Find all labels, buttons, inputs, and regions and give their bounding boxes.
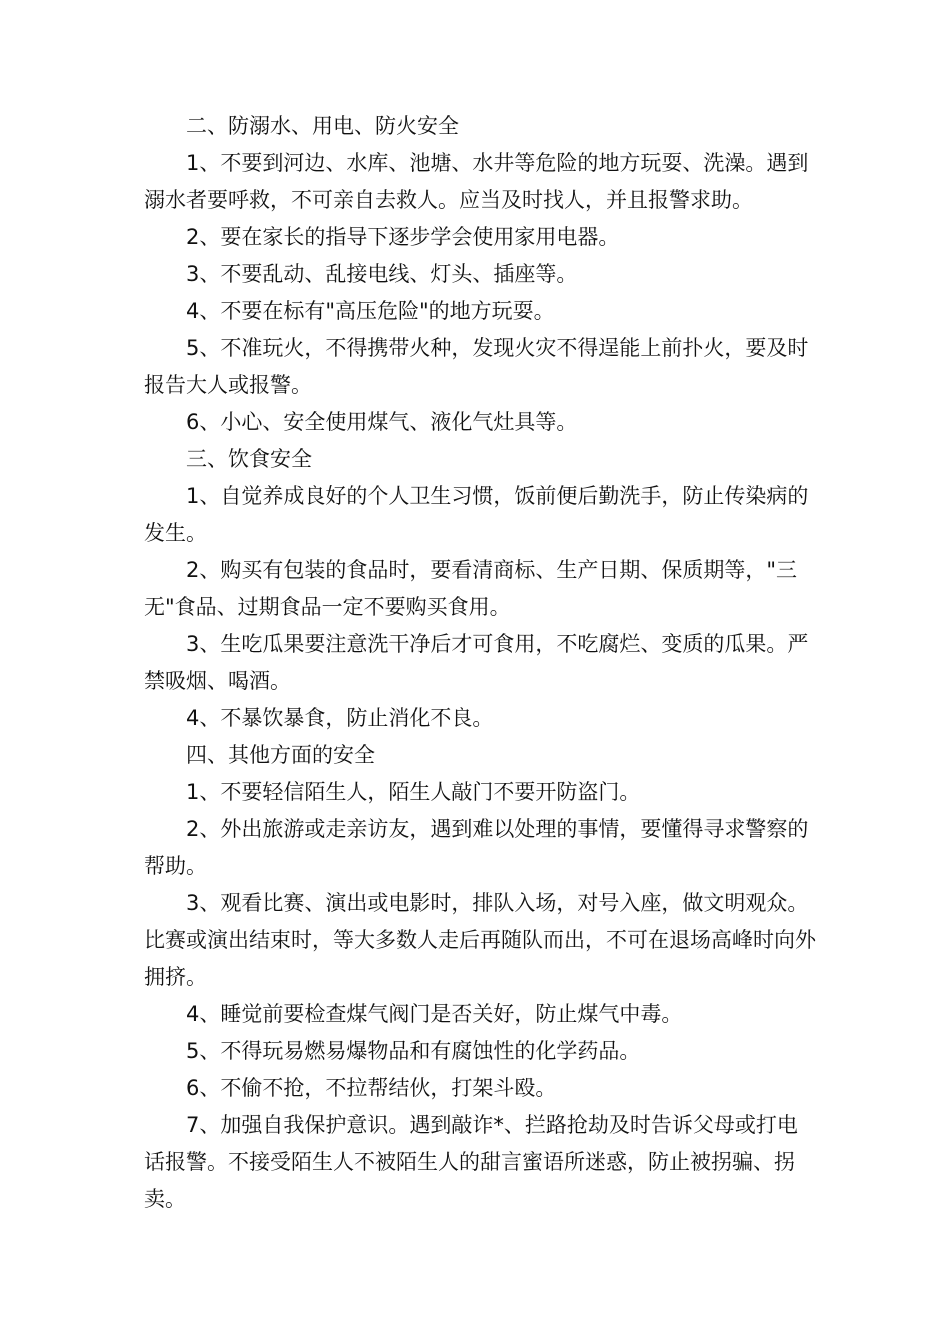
paragraph-item: 2、要在家长的指导下逐步学会使用家用电器。 [186, 225, 620, 249]
section-heading-food-safety: 三、饮食安全 [186, 447, 312, 471]
section-heading-other-safety: 四、其他方面的安全 [186, 743, 375, 767]
paragraph-item: 1、不要轻信陌生人，陌生人敲门不要开防盗门。 [186, 780, 641, 804]
paragraph-item: 4、不暴饮暴食，防止消化不良。 [186, 706, 494, 730]
paragraph-item: 1、不要到河边、水库、池塘、水井等危险的地方玩耍、洗澡。遇到溺水者要呼救，不可亲自去救人。应当及时找人，并且报警求助。 [144, 151, 809, 212]
paragraph-item: 3、不要乱动、乱接电线、灯头、插座等。 [186, 262, 578, 286]
paragraph-item: 2、购买有包装的食品时，要看清商标、生产日期、保质期等，"三无"食品、过期食品一定不要购买食用。 [144, 558, 798, 619]
paragraph-item: 7、加强自我保护意识。遇到敲诈*、拦路抢劫及时告诉父母或打电话报警。不接受陌生人不被陌生人的甜言蜜语所迷惑，防止被拐骗、拐卖。 [144, 1113, 798, 1211]
section-heading-drowning-electric-fire: 二、防溺水、用电、防火安全 [186, 114, 459, 138]
paragraph-item: 3、生吃瓜果要注意洗干净后才可食用，不吃腐烂、变质的瓜果。严禁吸烟、喝酒。 [144, 632, 809, 693]
paragraph-item: 4、不要在标有"高压危险"的地方玩耍。 [186, 299, 555, 323]
paragraph-item: 5、不得玩易燃易爆物品和有腐蚀性的化学药品。 [186, 1039, 641, 1063]
paragraph-item: 4、睡觉前要检查煤气阀门是否关好，防止煤气中毒。 [186, 1002, 683, 1026]
paragraph-item: 2、外出旅游或走亲访友，遇到难以处理的事情，要懂得寻求警察的帮助。 [144, 817, 809, 878]
paragraph-item: 5、不准玩火，不得携带火种，发现火灾不得逞能上前扑火，要及时报告大人或报警。 [144, 336, 809, 397]
paragraph-item: 6、小心、安全使用煤气、液化气灶具等。 [186, 410, 578, 434]
paragraph-item: 3、观看比赛、演出或电影时，排队入场，对号入座，做文明观众。比赛或演出结束时，等大多数人走后再随队而出，不可在退场高峰时向外拥挤。 [144, 891, 816, 989]
document-body [144, 108, 816, 1218]
paragraph-item: 1、自觉养成良好的个人卫生习惯，饭前便后勤洗手，防止传染病的发生。 [144, 484, 809, 545]
paragraph-item: 6、不偷不抢，不拉帮结伙，打架斗殴。 [186, 1076, 557, 1100]
